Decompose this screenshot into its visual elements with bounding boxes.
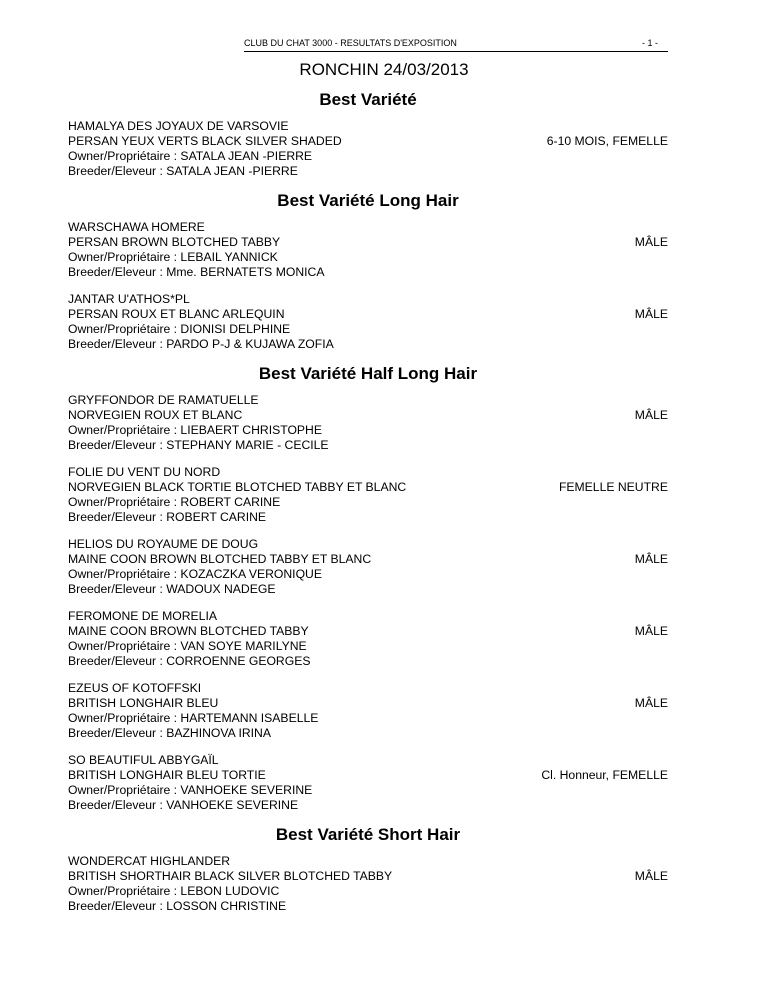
section-heading: Best Variété Long Hair bbox=[277, 191, 459, 210]
cat-entry bbox=[68, 537, 668, 597]
cat-owner: Owner/Propriétaire : ROBERT CARINE bbox=[68, 495, 281, 509]
cat-entry bbox=[68, 465, 668, 525]
cat-breeder: Breeder/Eleveur : WADOUX NADEGE bbox=[68, 582, 276, 596]
show-title: RONCHIN 24/03/2013 bbox=[299, 60, 469, 79]
cat-class: MÂLE bbox=[634, 307, 668, 321]
cat-owner: Owner/Propriétaire : VAN SOYE MARILYNE bbox=[68, 639, 307, 653]
cat-breed: MAINE COON BROWN BLOTCHED TABBY bbox=[68, 624, 309, 638]
cat-entry bbox=[68, 220, 668, 280]
cat-breeder: Breeder/Eleveur : SATALA JEAN -PIERRE bbox=[68, 164, 298, 178]
cat-class: MÂLE bbox=[634, 552, 668, 566]
cat-owner: Owner/Propriétaire : SATALA JEAN -PIERRE bbox=[68, 149, 313, 163]
section-heading: Best Variété bbox=[319, 90, 417, 109]
cat-breed: PERSAN BROWN BLOTCHED TABBY bbox=[68, 235, 281, 249]
cat-owner: Owner/Propriétaire : LIEBAERT CHRISTOPHE bbox=[68, 423, 322, 437]
cat-breeder: Breeder/Eleveur : BAZHINOVA IRINA bbox=[68, 726, 271, 740]
cat-breed: BRITISH LONGHAIR BLEU TORTIE bbox=[68, 768, 266, 782]
header-divider bbox=[244, 51, 668, 52]
page-number: - 1 - bbox=[642, 38, 659, 48]
cat-entry bbox=[68, 854, 668, 914]
cat-breeder: Breeder/Eleveur : Mme. BERNATETS MONICA bbox=[68, 265, 325, 279]
cat-owner: Owner/Propriétaire : VANHOEKE SEVERINE bbox=[68, 783, 313, 797]
cat-class: MÂLE bbox=[634, 624, 668, 638]
cat-breeder: Breeder/Eleveur : VANHOEKE SEVERINE bbox=[68, 798, 299, 812]
cat-breeder: Breeder/Eleveur : STEPHANY MARIE - CECILE bbox=[68, 438, 329, 452]
cat-entry bbox=[68, 393, 668, 453]
cat-name: FEROMONE DE MORELIA bbox=[68, 609, 217, 623]
page-header bbox=[0, 38, 768, 52]
cat-name: WARSCHAWA HOMERE bbox=[68, 220, 205, 234]
cat-owner: Owner/Propriétaire : LEBON LUDOVIC bbox=[68, 884, 280, 898]
cat-name: GRYFFONDOR DE RAMATUELLE bbox=[68, 393, 259, 407]
cat-owner: Owner/Propriétaire : DIONISI DELPHINE bbox=[68, 322, 291, 336]
cat-name: HAMALYA DES JOYAUX DE VARSOVIE bbox=[68, 119, 289, 133]
cat-name: HELIOS DU ROYAUME DE DOUG bbox=[68, 537, 259, 551]
cat-breed: NORVEGIEN ROUX ET BLANC bbox=[68, 408, 243, 422]
result-section bbox=[68, 825, 668, 914]
cat-entry bbox=[68, 753, 668, 813]
cat-breeder: Breeder/Eleveur : PARDO P-J & KUJAWA ZOFIA bbox=[68, 337, 334, 351]
cat-breeder: Breeder/Eleveur : CORROENNE GEORGES bbox=[68, 654, 311, 668]
cat-owner: Owner/Propriétaire : HARTEMANN ISABELLE bbox=[68, 711, 319, 725]
cat-breed: BRITISH SHORTHAIR BLACK SILVER BLOTCHED TABBY bbox=[68, 869, 393, 883]
cat-class: MÂLE bbox=[634, 696, 668, 710]
cat-class: FEMELLE NEUTRE bbox=[558, 480, 668, 494]
cat-class: 6-10 MOIS, FEMELLE bbox=[546, 134, 668, 148]
cat-name: SO BEAUTIFUL ABBYGAÏL bbox=[68, 753, 219, 767]
cat-class: MÂLE bbox=[634, 235, 668, 249]
result-section bbox=[68, 364, 668, 813]
section-heading: Best Variété Half Long Hair bbox=[258, 364, 478, 383]
cat-owner: Owner/Propriétaire : LEBAIL YANNICK bbox=[68, 250, 278, 264]
cat-entry bbox=[68, 681, 668, 741]
cat-name: FOLIE DU VENT DU NORD bbox=[68, 465, 221, 479]
cat-class: MÂLE bbox=[634, 869, 668, 883]
cat-entry bbox=[68, 119, 668, 179]
cat-entry bbox=[68, 292, 668, 352]
result-section bbox=[68, 191, 668, 352]
header-title: CLUB DU CHAT 3000 - RESULTATS D'EXPOSITION bbox=[244, 38, 457, 48]
cat-name: WONDERCAT HIGHLANDER bbox=[68, 854, 231, 868]
result-section bbox=[68, 90, 668, 179]
cat-breed: NORVEGIEN BLACK TORTIE BLOTCHED TABBY ET BLANC bbox=[68, 480, 407, 494]
results-list bbox=[68, 90, 668, 926]
cat-breeder: Breeder/Eleveur : LOSSON CHRISTINE bbox=[68, 899, 287, 913]
cat-class: MÂLE bbox=[634, 408, 668, 422]
cat-name: EZEUS OF KOTOFFSKI bbox=[68, 681, 202, 695]
cat-breed: PERSAN ROUX ET BLANC ARLEQUIN bbox=[68, 307, 285, 321]
cat-owner: Owner/Propriétaire : KOZACZKA VERONIQUE bbox=[68, 567, 322, 581]
cat-entry bbox=[68, 609, 668, 669]
cat-breed: BRITISH LONGHAIR BLEU bbox=[68, 696, 219, 710]
cat-breed: PERSAN YEUX VERTS BLACK SILVER SHADED bbox=[68, 134, 342, 148]
cat-breed: MAINE COON BROWN BLOTCHED TABBY ET BLANC bbox=[68, 552, 372, 566]
section-heading: Best Variété Short Hair bbox=[275, 825, 461, 844]
cat-breeder: Breeder/Eleveur : ROBERT CARINE bbox=[68, 510, 267, 524]
cat-class: Cl. Honneur, FEMELLE bbox=[541, 768, 668, 782]
cat-name: JANTAR U'ATHOS*PL bbox=[68, 292, 190, 306]
